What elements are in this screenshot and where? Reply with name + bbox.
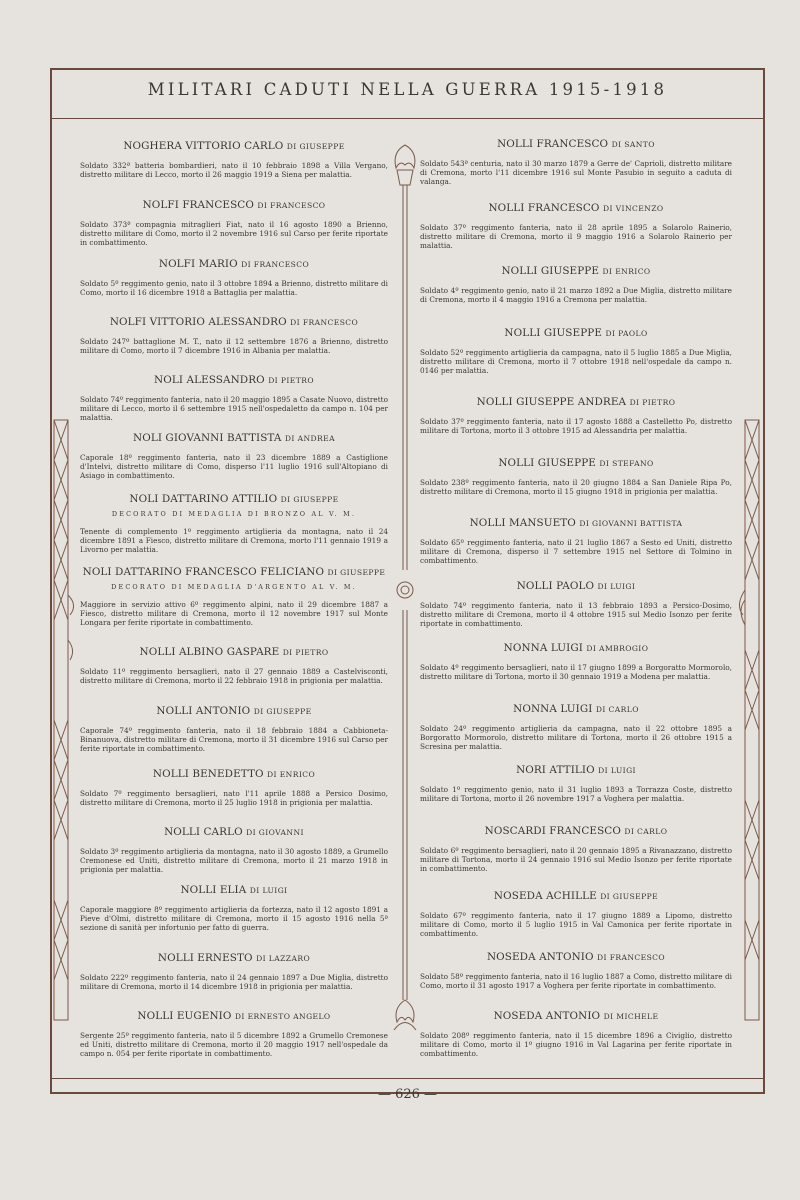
entry-text: Soldato 52º reggimento artiglieria da campagna, nato il 5 luglio 1885 a Due Miglia, distretto militare di Cremona, morto il 7 ottobre 1918 nell'ospedale da campo n. 0146 per malattia.: [420, 348, 732, 376]
entry-name: NOLI DATTARINO ATTILIO DI GIUSEPPE: [129, 493, 339, 505]
entry-text: Maggiore in servizio attivo 6º reggimento alpini, nato il 29 dicembre 1887 a Fiesco, distretto militare di Cremona, morto il 12 novembre 1917 sul Monte Longara per ferite riportate in combattimento.: [80, 600, 388, 628]
entry-name: NOLLI BENEDETTO DI ENRICO: [152, 768, 316, 780]
entry: [80, 199, 388, 247]
entry-text: Soldato 373ª compagnia mitraglieri Fiat, nato il 16 agosto 1890 a Brienno, distretto militare di Como, morto il 2 novembre 1916 sul Carso per ferite riportate in combattimento.: [80, 220, 388, 248]
entry-text: Soldato 37º reggimento fanteria, nato il 17 agosto 1888 a Castelletto Po, distretto militare di Tortona, morto il 3 ottobre 1915 ad Alessandria per malattia.: [420, 417, 732, 436]
page-number: — 626 —: [377, 1087, 438, 1102]
entry-name: NOLFI FRANCESCO DI FRANCESCO: [142, 199, 326, 211]
entry: [80, 884, 388, 932]
entry: [80, 952, 388, 991]
entry-text: Soldato 1º reggimento genio, nato il 31 luglio 1893 a Torrazza Coste, distretto militare di Tortona, morto il 26 novembre 1917 a Voghera per malattia.: [420, 785, 732, 804]
entry: [420, 1010, 732, 1058]
entry-name: NOSEDA ANTONIO DI MICHELE: [493, 1010, 659, 1022]
entry-name: NONNA LUIGI DI AMBROGIO: [503, 642, 649, 654]
entry-name: NOLLI ELIA DI LUIGI: [180, 884, 288, 896]
entry: [420, 580, 732, 628]
entry-patronymic: DI STEFANO: [599, 459, 654, 468]
entry-patronymic: DI SANTO: [611, 140, 655, 149]
entry-name: NOLLI GIUSEPPE DI PAOLO: [504, 327, 648, 339]
entry-text: Soldato 24º reggimento artiglieria da campagna, nato il 22 ottobre 1895 a Borgoratto Mormorolo, distretto militare di Tortona, morto il 26 ottobre 1915 a Scresina per malattia.: [420, 724, 732, 752]
entry-patronymic: DI GIUSEPPE: [286, 142, 345, 151]
entry-text: Soldato 247º battaglione M. T., nato il 12 settembre 1876 a Brienno, distretto militare di Como, morto il 7 dicembre 1916 in Albania per malattia.: [80, 337, 388, 356]
left-border-ornament-icon: [48, 400, 80, 1040]
entry-name: NOLI ALESSANDRO DI PIETRO: [154, 374, 314, 386]
entry: [80, 826, 388, 874]
entry-medal: DECORATO DI MEDAGLIA DI BRONZO AL V. M.: [111, 510, 357, 518]
entry: [80, 1010, 388, 1058]
entry-name: NOGHERA VITTORIO CARLO DI GIUSEPPE: [123, 140, 345, 152]
entry-patronymic: DI ERNESTO ANGELO: [234, 1012, 331, 1021]
entry: [80, 258, 388, 297]
entry-text: Soldato 543ª centuria, nato il 30 marzo 1879 a Gerre de' Caprioli, distretto militare di Cremona, morto l'11 dicembre 1916 sul Monte Pasubio in seguito a caduta di valanga.: [420, 159, 732, 187]
entry-patronymic: DI ANDREA: [284, 434, 335, 443]
entry-text: Soldato 65º reggimento fanteria, nato il 21 luglio 1867 a Sesto ed Uniti, distretto militare di Cremona, disperso il 7 settembre 1915 nel Settore di Tolmino in combattimento.: [420, 538, 732, 566]
entry-text: Soldato 7º reggimento bersaglieri, nato l'11 aprile 1888 a Persico Dosimo, distretto militare di Cremona, morto il 25 luglio 1918 in prigionia per malattia.: [80, 789, 388, 808]
entry-name: NOLLI ANTONIO DI GIUSEPPE: [156, 705, 312, 717]
entry-name: NORI ATTILIO DI LUIGI: [516, 764, 636, 776]
entry-text: Soldato 74º reggimento fanteria, nato il 13 febbraio 1893 a Persico-Dosimo, distretto militare di Cremona, morto il 4 ottobre 1915 sul Medio Isonzo per ferite riportate in combattimento.: [420, 601, 732, 629]
entry: [80, 768, 388, 807]
entry-name: NOLLI CARLO DI GIOVANNI: [164, 826, 304, 838]
entry-text: Soldato 222º reggimento fanteria, nato il 24 gennaio 1897 a Due Miglia, distretto militare di Cremona, morto il 14 dicembre 1918 in prigionia per malattia.: [80, 973, 388, 992]
entry-name: NOSEDA ANTONIO DI FRANCESCO: [486, 951, 666, 963]
entry-patronymic: DI LAZZARO: [256, 954, 311, 963]
entry-name: NOLLI GIUSEPPE ANDREA DI PIETRO: [476, 396, 676, 408]
header-rule: [50, 118, 765, 119]
entry: [420, 517, 732, 565]
entry: [420, 396, 732, 435]
entry: [420, 327, 732, 375]
entry: [420, 202, 732, 250]
page-title: MILITARI CADUTI NELLA GUERRA 1915-1918: [147, 80, 668, 99]
entry-text: Soldato 67º reggimento fanteria, nato il 17 giugno 1889 a Lipomo, distretto militare di Como, morto il 5 luglio 1915 in Val Camonica per ferite riportate in combattimento.: [420, 911, 732, 939]
entry: [420, 642, 732, 681]
entry-patronymic: DI LUIGI: [598, 766, 636, 775]
entry-text: Soldato 208º reggimento fanteria, nato il 15 dicembre 1896 a Civiglio, distretto militare di Como, morto il 1º giugno 1916 in Val Lagarina per ferite riportate in combattimento.: [420, 1031, 732, 1059]
entry-name: NOLI GIOVANNI BATTISTA DI ANDREA: [133, 432, 335, 444]
entry-text: Sergente 25º reggimento fanteria, nato il 5 dicembre 1892 a Grumello Cremonese ed Uniti, distretto militare di Cremona, morto il 20 maggio 1917 nell'ospedale da campo n. 054 per ferite riportate in combattimento.: [80, 1031, 388, 1059]
entry-patronymic: DI GIUSEPPE: [253, 707, 312, 716]
entry-name: NOLLI GIUSEPPE DI STEFANO: [498, 457, 654, 469]
entry-name: NOLFI VITTORIO ALESSANDRO DI FRANCESCO: [109, 316, 359, 328]
entry-name: NOLFI MARIO DI FRANCESCO: [158, 258, 310, 270]
entry-text: Tenente di complemento 1º reggimento artiglieria da montagna, nato il 24 dicembre 1891 a Fiesco, distretto militare di Cremona, morto l'11 gennaio 1919 a Livorno per malattia.: [80, 527, 388, 555]
entry: [80, 566, 388, 627]
entry-name: NONNA LUIGI DI CARLO: [513, 703, 639, 715]
entry: [420, 890, 732, 938]
entry-name: NOLLI EUGENIO DI ERNESTO ANGELO: [137, 1010, 331, 1022]
entry: [80, 316, 388, 355]
entry: [420, 457, 732, 496]
entry-text: Soldato 238º reggimento fanteria, nato il 20 giugno 1884 a San Daniele Ripa Po, distretto militare di Cremona, morto il 15 giugno 1918 in prigionia per malattia.: [420, 478, 732, 497]
entry-patronymic: DI ENRICO: [602, 267, 651, 276]
entry: [420, 138, 732, 186]
entry: [80, 705, 388, 753]
entry-patronymic: DI AMBROGIO: [586, 644, 649, 653]
entry-text: Soldato 11º reggimento bersaglieri, nato il 27 gennaio 1889 a Castelvisconti, distretto militare di Cremona, morto il 22 febbraio 1918 in prigionia per malattia.: [80, 667, 388, 686]
entry-patronymic: DI PIETRO: [629, 398, 676, 407]
column-divider-ornament-icon: [388, 140, 422, 1040]
entry: [80, 432, 388, 480]
entry-name: NOLLI FRANCESCO DI VINCENZO: [488, 202, 664, 214]
entry-text: Soldato 4º reggimento bersaglieri, nato il 17 giugno 1899 a Borgoratto Mormorolo, distretto militare di Tortona, morto il 30 gennaio 1919 a Modena per malattia.: [420, 663, 732, 682]
entry-patronymic: DI FRANCESCO: [241, 260, 310, 269]
entry-patronymic: DI LUIGI: [249, 886, 288, 895]
entry-name: NOLLI ERNESTO DI LAZZARO: [157, 952, 311, 964]
entry-patronymic: DI FRANCESCO: [257, 201, 326, 210]
entry-text: Caporale 74º reggimento fanteria, nato il 18 febbraio 1884 a Cabbioneta-Binanuova, distretto militare di Cremona, morto il 31 dicembre 1916 sul Carso per ferite riportate in combattimento.: [80, 726, 388, 754]
entry-patronymic: DI CARLO: [595, 705, 639, 714]
entry: [420, 703, 732, 751]
entry: [80, 140, 388, 179]
entry-patronymic: DI GIOVANNI: [246, 828, 304, 837]
entry-patronymic: DI GIUSEPPE: [280, 495, 339, 504]
entry-patronymic: DI PIETRO: [282, 648, 329, 657]
entry-medal: DECORATO DI MEDAGLIA D'ARGENTO AL V. M.: [111, 583, 357, 591]
entry: [80, 493, 388, 554]
right-border-ornament-icon: [733, 400, 767, 1040]
entry-patronymic: DI GIUSEPPE: [327, 568, 386, 577]
entry: [80, 646, 388, 685]
entry-patronymic: DI FRANCESCO: [290, 318, 359, 327]
entry-name: NOLLI PAOLO DI LUIGI: [516, 580, 636, 592]
entry-name: NOLLI MANSUETO DI GIOVANNI BATTISTA: [469, 517, 683, 529]
entry-name: NOLI DATTARINO FRANCESCO FELICIANO DI GIUSEPPE: [82, 566, 386, 578]
entry-text: Soldato 58º reggimento fanteria, nato il 16 luglio 1887 a Como, distretto militare di Como, morto il 31 agosto 1917 a Voghera per ferite riportate in combattimento.: [420, 972, 732, 991]
entry-name: NOLLI FRANCESCO DI SANTO: [497, 138, 655, 150]
entry-patronymic: DI PAOLO: [605, 329, 648, 338]
entry-text: Soldato 37º reggimento fanteria, nato il 28 aprile 1895 a Solarolo Rainerio, distretto militare di Cremona, morto il 9 maggio 1916 a Solarolo Rainerio per malattia.: [420, 223, 732, 251]
entry: [80, 374, 388, 422]
entry-text: Caporale 18º reggimento fanteria, nato il 23 dicembre 1889 a Castiglione d'Intelvi, distretto militare di Como, disperso l'11 luglio 1916 sull'Altopiano di Asiago in combattimento.: [80, 453, 388, 481]
entry-text: Caporale maggiore 8º reggimento artiglieria da fortezza, nato il 12 agosto 1891 a Pieve d'Olmi, distretto militare di Cremona, morto il 15 agosto 1916 nella 5ª sezione di sanità per infortunio per fatto di guerra.: [80, 905, 388, 933]
entry-text: Soldato 3º reggimento artiglieria da montagna, nato il 30 agosto 1889, a Grumello Cremonese ed Uniti, distretto militare di Cremona, morto il 21 marzo 1918 in prigionia per malattia.: [80, 847, 388, 875]
entry-text: Soldato 4º reggimento genio, nato il 21 marzo 1892 a Due Miglia, distretto militare di Cremona, morto il 4 maggio 1916 a Cremona per malattia.: [420, 286, 732, 305]
entry-patronymic: DI MICHELE: [603, 1012, 659, 1021]
entry-patronymic: DI FRANCESCO: [597, 953, 666, 962]
entry-text: Soldato 5º reggimento genio, nato il 3 ottobre 1894 a Brienno, distretto militare di Como, morto il 16 dicembre 1918 a Battaglia per malattia.: [80, 279, 388, 298]
entry-name: NOSCARDI FRANCESCO DI CARLO: [484, 825, 668, 837]
entry-text: Soldato 6º reggimento bersaglieri, nato il 20 gennaio 1895 a Rivanazzano, distretto militare di Tortona, morto il 24 gennaio 1916 sul Medio Isonzo per ferite riportate in combattimento.: [420, 846, 732, 874]
entry-text: Soldato 332ª batteria bombardieri, nato il 10 febbraio 1898 a Villa Vergano, distretto militare di Lecco, morto il 26 maggio 1919 a Siena per malattia.: [80, 161, 388, 180]
entry-patronymic: DI GIOVANNI BATTISTA: [579, 519, 683, 528]
entry-patronymic: DI CARLO: [624, 827, 668, 836]
entry-patronymic: DI LUIGI: [597, 582, 636, 591]
footer-rule: [50, 1078, 765, 1079]
entry-patronymic: DI ENRICO: [267, 770, 316, 779]
entry-name: NOLLI GIUSEPPE DI ENRICO: [501, 265, 651, 277]
entry-patronymic: DI VINCENZO: [602, 204, 664, 213]
entry-name: NOSEDA ACHILLE DI GIUSEPPE: [493, 890, 659, 902]
entry: [420, 265, 732, 304]
entry-patronymic: DI PIETRO: [268, 376, 314, 385]
entry: [420, 764, 732, 803]
entry-name: NOLLI ALBINO GASPARE DI PIETRO: [139, 646, 329, 658]
entry-patronymic: DI GIUSEPPE: [600, 892, 659, 901]
entry: [420, 951, 732, 990]
entry-text: Soldato 74º reggimento fanteria, nato il 20 maggio 1895 a Casate Nuovo, distretto militare di Lecco, morto il 6 settembre 1915 nell'ospedaletto da campo n. 104 per malattia.: [80, 395, 388, 423]
entry: [420, 825, 732, 873]
